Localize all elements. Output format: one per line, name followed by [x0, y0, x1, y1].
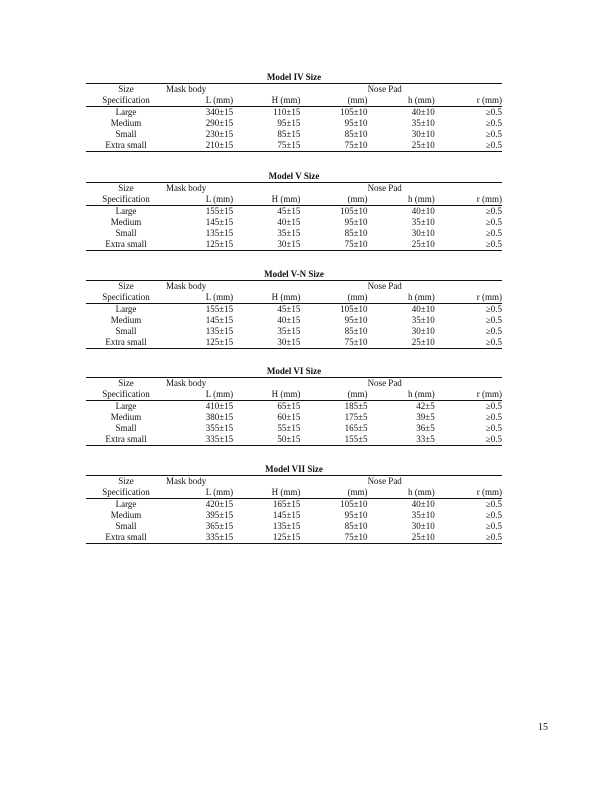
cell-W: 75±10: [300, 239, 367, 251]
header-r: r (mm): [476, 292, 502, 302]
table-title: Model VII Size: [265, 464, 323, 474]
cell-h: 40±10: [368, 107, 435, 119]
table-row: [86, 423, 502, 434]
table-column-header: [86, 194, 502, 206]
table-group-header: [86, 84, 502, 96]
cell-size: Small: [115, 423, 137, 433]
cell-r: ≥0.5: [435, 239, 502, 251]
table-group-header: [86, 476, 502, 488]
cell-H: 45±15: [233, 206, 300, 218]
cell-L: 340±15: [166, 107, 233, 119]
cell-L: 135±15: [205, 326, 234, 336]
cell-h: 25±10: [368, 337, 435, 349]
cell-L: 290±15: [205, 118, 234, 128]
cell-L: 335±15: [166, 532, 233, 544]
cell-h: 40±10: [368, 304, 435, 316]
cell-h: 30±10: [411, 326, 435, 336]
cell-L: 420±15: [166, 499, 233, 511]
cell-r: ≥0.5: [435, 107, 502, 119]
table-title: Model V-N Size: [264, 269, 324, 279]
cell-L: 380±15: [205, 412, 234, 422]
header-specification: Specification: [102, 95, 150, 105]
header-L: L (mm): [205, 389, 234, 399]
header-r: r (mm): [476, 389, 502, 399]
cell-size: Extra small: [86, 337, 166, 349]
table-title: Model VI Size: [266, 366, 322, 376]
cell-r: ≥0.5: [485, 118, 502, 128]
cell-h: 40±10: [368, 206, 435, 218]
cell-size: Small: [115, 521, 137, 531]
table-group-header: [86, 281, 502, 293]
cell-H: 40±15: [277, 217, 301, 227]
cell-size: Large: [86, 304, 166, 316]
header-h: h (mm): [408, 95, 435, 105]
cell-H: 135±15: [272, 521, 301, 531]
cell-L: 155±15: [166, 304, 233, 316]
table-row: [86, 140, 502, 152]
cell-h: 25±10: [368, 239, 435, 251]
header-specification: Specification: [102, 194, 150, 204]
cell-h: 30±10: [411, 129, 435, 139]
header-L: L (mm): [205, 194, 234, 204]
table-row: [86, 304, 502, 316]
cell-L: 145±15: [205, 315, 234, 325]
size-table: [86, 475, 502, 544]
cell-L: 125±15: [166, 337, 233, 349]
table-row: [86, 118, 502, 129]
header-size: Size: [86, 84, 166, 96]
cell-W: 105±10: [300, 304, 367, 316]
cell-W: 95±10: [344, 217, 368, 227]
cell-W: 85±10: [344, 521, 368, 531]
cell-size: Extra small: [86, 532, 166, 544]
cell-H: 35±15: [277, 326, 301, 336]
cell-W: 75±10: [300, 337, 367, 349]
cell-size: Small: [115, 228, 137, 238]
table-column-header: [86, 95, 502, 107]
cell-H: 50±15: [233, 434, 300, 446]
cell-r: ≥0.5: [485, 423, 502, 433]
table-block-model-v: [86, 171, 502, 251]
table-row: [86, 107, 502, 119]
cell-r: ≥0.5: [435, 401, 502, 413]
cell-size: Extra small: [86, 434, 166, 446]
table-row: [86, 401, 502, 413]
table-row: [86, 315, 502, 326]
cell-size: Large: [86, 107, 166, 119]
cell-size: Medium: [110, 510, 142, 520]
table-column-header: [86, 292, 502, 304]
cell-L: 395±15: [205, 510, 234, 520]
cell-W: 105±10: [300, 107, 367, 119]
cell-H: 125±15: [233, 532, 300, 544]
table-row: [86, 239, 502, 251]
table-row: [86, 129, 502, 140]
table-block-model-vii: [86, 464, 502, 544]
cell-h: 35±10: [411, 510, 435, 520]
header-group-nose-pad: Nose Pad: [368, 476, 502, 488]
header-h: h (mm): [408, 292, 435, 302]
table-row: [86, 434, 502, 446]
cell-r: ≥0.5: [485, 510, 502, 520]
cell-W: 75±10: [300, 140, 367, 152]
header-W: (mm): [347, 194, 368, 204]
cell-h: 33±5: [368, 434, 435, 446]
header-size: Size: [86, 281, 166, 293]
cell-W: 155±5: [300, 434, 367, 446]
cell-r: ≥0.5: [435, 304, 502, 316]
table-row: [86, 206, 502, 218]
cell-size: Large: [86, 206, 166, 218]
header-L: L (mm): [205, 95, 234, 105]
header-H: H (mm): [271, 194, 301, 204]
table-block-model-iv: [86, 72, 502, 152]
cell-size: Medium: [110, 217, 142, 227]
header-H: H (mm): [271, 292, 301, 302]
header-W: (mm): [347, 487, 368, 497]
cell-h: 30±10: [411, 521, 435, 531]
cell-H: 95±15: [277, 118, 301, 128]
header-specification: Specification: [102, 487, 150, 497]
header-h: h (mm): [408, 487, 435, 497]
cell-W: 85±10: [344, 228, 368, 238]
header-L: L (mm): [205, 292, 234, 302]
cell-h: 35±10: [411, 315, 435, 325]
cell-W: 105±10: [300, 206, 367, 218]
header-group-nose-pad: Nose Pad: [368, 281, 502, 293]
cell-H: 55±15: [277, 423, 301, 433]
cell-W: 85±10: [344, 129, 368, 139]
cell-H: 30±15: [233, 239, 300, 251]
cell-r: ≥0.5: [435, 434, 502, 446]
table-title: Model IV Size: [266, 72, 322, 82]
cell-size: Large: [86, 401, 166, 413]
table-group-header: [86, 378, 502, 390]
cell-L: 355±15: [205, 423, 234, 433]
header-group-nose-pad: Nose Pad: [368, 378, 502, 390]
cell-L: 155±15: [166, 206, 233, 218]
cell-size: Medium: [110, 118, 142, 128]
table-block-model-vi: [86, 366, 502, 446]
cell-size: Small: [115, 129, 137, 139]
cell-h: 35±10: [411, 217, 435, 227]
header-h: h (mm): [408, 389, 435, 399]
cell-r: ≥0.5: [485, 412, 502, 422]
cell-W: 105±10: [300, 499, 367, 511]
table-block-model-v-n: [86, 269, 502, 349]
header-H: H (mm): [271, 95, 301, 105]
cell-H: 60±15: [277, 412, 301, 422]
table-group-header: [86, 183, 502, 195]
cell-r: ≥0.5: [435, 532, 502, 544]
cell-h: 35±10: [411, 118, 435, 128]
cell-H: 165±15: [233, 499, 300, 511]
cell-h: 40±10: [368, 499, 435, 511]
header-specification: Specification: [102, 292, 150, 302]
cell-H: 30±15: [233, 337, 300, 349]
cell-size: Medium: [110, 315, 142, 325]
cell-h: 25±10: [368, 532, 435, 544]
cell-W: 75±10: [300, 532, 367, 544]
cell-L: 145±15: [205, 217, 234, 227]
header-group-nose-pad: Nose Pad: [368, 183, 502, 195]
cell-L: 135±15: [205, 228, 234, 238]
cell-W: 95±10: [344, 510, 368, 520]
table-row: [86, 337, 502, 349]
table-title: Model V Size: [268, 171, 320, 181]
cell-r: ≥0.5: [485, 129, 502, 139]
table-row: [86, 326, 502, 337]
header-size: Size: [86, 476, 166, 488]
table-row: [86, 521, 502, 532]
cell-L: 365±15: [205, 521, 234, 531]
cell-h: 39±5: [416, 412, 435, 422]
cell-L: 125±15: [166, 239, 233, 251]
table-row: [86, 228, 502, 239]
cell-h: 30±10: [411, 228, 435, 238]
cell-r: ≥0.5: [485, 228, 502, 238]
cell-size: Small: [115, 326, 137, 336]
cell-r: ≥0.5: [485, 315, 502, 325]
cell-r: ≥0.5: [485, 217, 502, 227]
cell-H: 85±15: [277, 129, 301, 139]
header-size: Size: [86, 378, 166, 390]
table-row: [86, 217, 502, 228]
cell-L: 335±15: [166, 434, 233, 446]
cell-r: ≥0.5: [435, 499, 502, 511]
header-H: H (mm): [271, 389, 301, 399]
cell-H: 40±15: [277, 315, 301, 325]
page-number: 15: [538, 722, 548, 733]
cell-r: ≥0.5: [435, 206, 502, 218]
cell-r: ≥0.5: [435, 337, 502, 349]
cell-size: Extra small: [86, 239, 166, 251]
header-group-mask-body: Mask body: [166, 281, 368, 293]
cell-W: 85±10: [344, 326, 368, 336]
table-row: [86, 499, 502, 511]
cell-size: Extra small: [86, 140, 166, 152]
header-specification: Specification: [102, 389, 150, 399]
table-column-header: [86, 389, 502, 401]
header-W: (mm): [347, 95, 368, 105]
cell-h: 25±10: [368, 140, 435, 152]
cell-W: 185±5: [300, 401, 367, 413]
table-row: [86, 510, 502, 521]
size-table: [86, 182, 502, 251]
header-W: (mm): [347, 292, 368, 302]
table-row: [86, 412, 502, 423]
header-group-mask-body: Mask body: [166, 84, 368, 96]
cell-W: 95±10: [344, 118, 368, 128]
header-H: H (mm): [271, 487, 301, 497]
cell-h: 36±5: [416, 423, 435, 433]
header-group-mask-body: Mask body: [166, 378, 368, 390]
table-row: [86, 532, 502, 544]
cell-H: 35±15: [277, 228, 301, 238]
size-table: [86, 83, 502, 152]
header-group-nose-pad: Nose Pad: [368, 84, 502, 96]
cell-H: 65±15: [233, 401, 300, 413]
header-r: r (mm): [476, 95, 502, 105]
header-group-mask-body: Mask body: [166, 476, 368, 488]
cell-r: ≥0.5: [485, 521, 502, 531]
size-table: [86, 280, 502, 349]
size-table: [86, 377, 502, 446]
cell-H: 110±15: [233, 107, 300, 119]
header-group-mask-body: Mask body: [166, 183, 368, 195]
cell-H: 75±15: [233, 140, 300, 152]
cell-r: ≥0.5: [435, 140, 502, 152]
cell-H: 45±15: [233, 304, 300, 316]
cell-W: 165±5: [344, 423, 368, 433]
header-r: r (mm): [476, 487, 502, 497]
cell-H: 145±15: [272, 510, 301, 520]
table-column-header: [86, 487, 502, 499]
cell-L: 210±15: [166, 140, 233, 152]
header-W: (mm): [347, 389, 368, 399]
header-h: h (mm): [408, 194, 435, 204]
header-L: L (mm): [205, 487, 234, 497]
cell-size: Medium: [110, 412, 142, 422]
cell-W: 95±10: [344, 315, 368, 325]
cell-L: 230±15: [205, 129, 234, 139]
cell-h: 42±5: [368, 401, 435, 413]
header-r: r (mm): [476, 194, 502, 204]
header-size: Size: [86, 183, 166, 195]
cell-r: ≥0.5: [485, 326, 502, 336]
cell-size: Large: [86, 499, 166, 511]
cell-W: 175±5: [344, 412, 368, 422]
cell-L: 410±15: [166, 401, 233, 413]
